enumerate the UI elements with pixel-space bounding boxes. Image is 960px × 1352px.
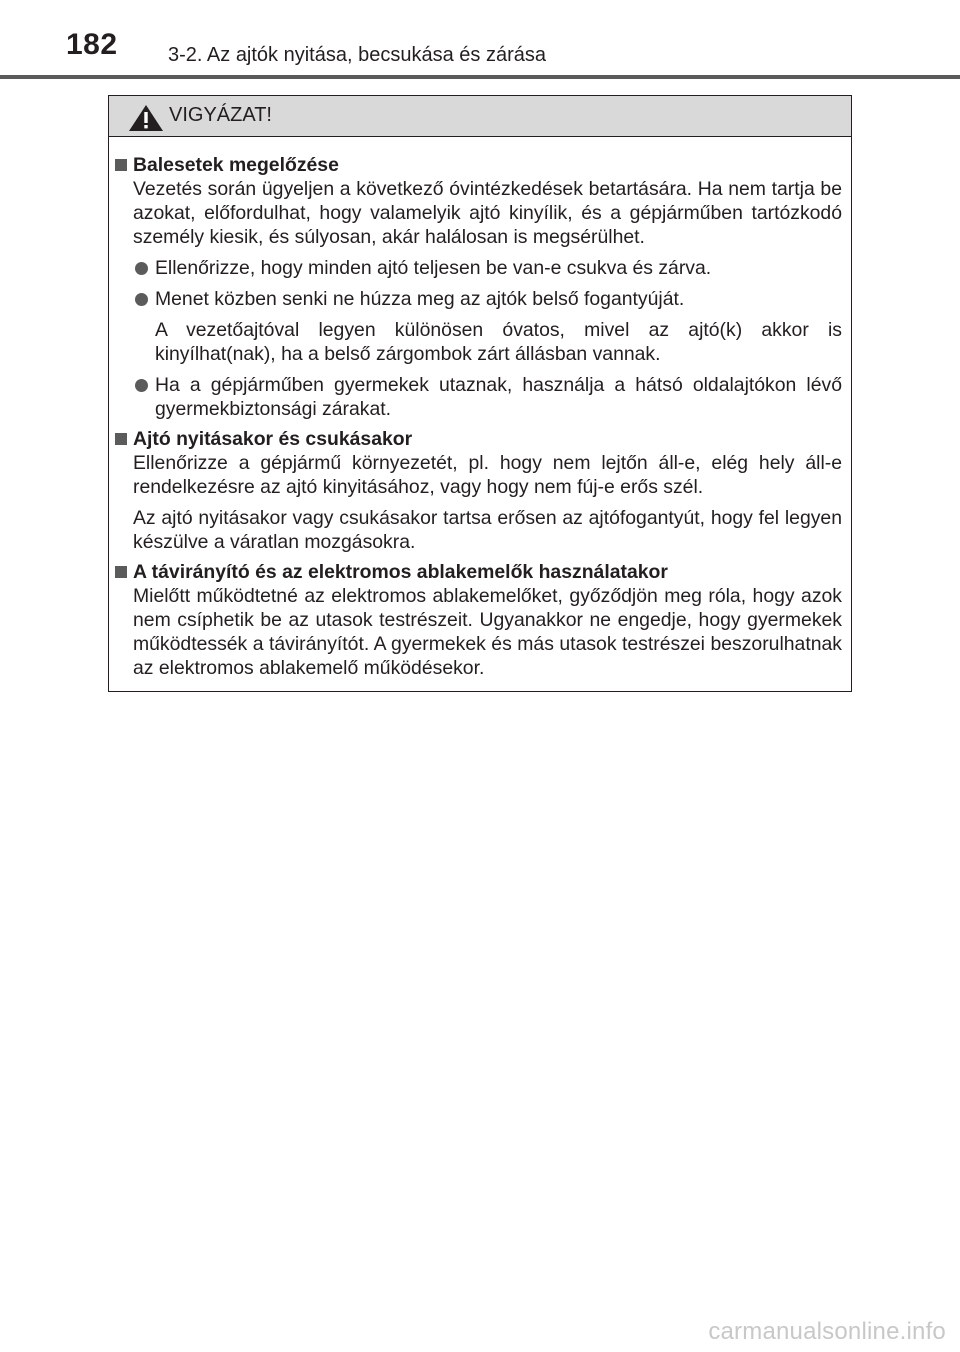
warning-triangle-icon	[128, 104, 164, 132]
paragraph: Ellenőrizze a gépjármű környezetét, pl. hogy nem lejtőn áll-e, elég hely áll-e rendelkezésre az ajtó kinyitásához, vagy hogy nem fúj-e erős szél.	[133, 452, 842, 498]
page-number: 182	[66, 28, 118, 61]
paragraph: Vezetés során ügyeljen a következő óvintézkedések betartására. Ha nem tartja be azokat, előfordulhat, hogy valamelyik ajtó kinyílik, és a gépjárműben tartózkodó személy kiesik, és súlyosan, akár halálosan is megsérülhet.	[133, 178, 842, 248]
paragraph: Mielőtt működtetné az elektromos ablakemelőket, győződjön meg róla, hogy azok nem csíphetik be az utasok testrészeit. Ugyanakkor ne engedje, hogy gyermekek működtessék a távirányítót. A gyermekek és más utasok testrészei beszorulhatnak az elektromos ablakemelő működésekor.	[133, 585, 842, 679]
square-bullet-icon	[115, 566, 127, 578]
section-title-door-opening: Ajtó nyitásakor és csukásakor	[115, 427, 842, 451]
section-accident-prevention	[115, 153, 842, 421]
header-rule	[0, 75, 960, 79]
section-door-opening	[115, 427, 842, 554]
bullet-item: Ha a gépjárműben gyermekek utaznak, használja a hátsó oldalajtókon lévő gyermekbiztonsági zárakat.	[115, 373, 842, 421]
square-bullet-icon	[115, 433, 127, 445]
bullet-item: Menet közben senki ne húzza meg az ajtók belső fogantyúját.	[115, 287, 842, 311]
watermark: carmanualsonline.info	[708, 1318, 946, 1345]
round-bullet-icon	[135, 293, 148, 306]
section-remote-windows	[115, 560, 842, 680]
warning-header	[109, 96, 851, 137]
warning-body	[109, 137, 851, 680]
section-title: 3-2. Az ajtók nyitása, becsukása és zárása	[168, 44, 546, 66]
warning-label: VIGYÁZAT!	[169, 104, 272, 126]
warning-box	[108, 95, 852, 692]
section-title-accident-prevention: Balesetek megelőzése	[115, 153, 842, 177]
bullet-note: A vezetőajtóval legyen különösen óvatos, mivel az ajtó(k) akkor is kinyílhat(nak), ha a belső zárgombok zárt állásban vannak.	[155, 319, 842, 365]
bullet-item: Ellenőrizze, hogy minden ajtó teljesen be van-e csukva és zárva.	[115, 256, 842, 280]
paragraph: Az ajtó nyitásakor vagy csukásakor tartsa erősen az ajtófogantyút, hogy fel legyen készülve a váratlan mozgásokra.	[133, 507, 842, 553]
square-bullet-icon	[115, 159, 127, 171]
round-bullet-icon	[135, 379, 148, 392]
round-bullet-icon	[135, 262, 148, 275]
page-header	[0, 0, 960, 80]
section-title-remote-windows: A távirányító és az elektromos ablakemelők használatakor	[115, 560, 842, 584]
